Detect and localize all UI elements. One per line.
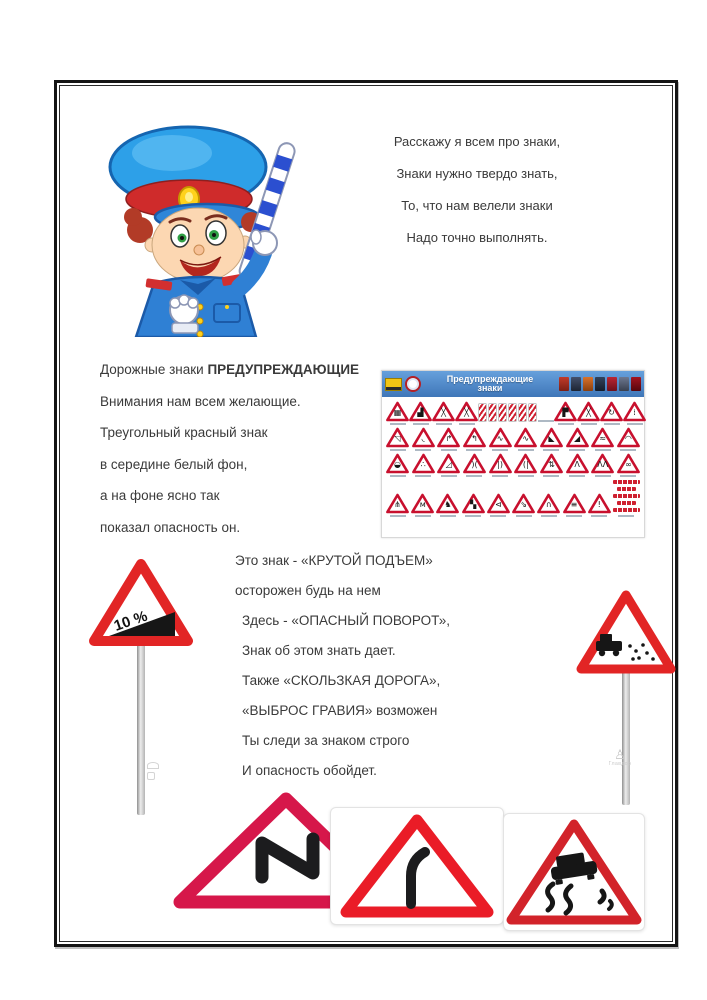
poster-sign-turn-arrows bbox=[613, 479, 640, 517]
poster-sign-single-track: ╳ bbox=[432, 401, 455, 425]
gravel-sign-pole bbox=[622, 669, 630, 805]
poster-sign-crossroads: ╳ bbox=[577, 401, 600, 425]
poster-sign-steep-ascent: ◢ bbox=[566, 427, 589, 451]
poster-sign-traffic-light: ⁞ bbox=[623, 401, 646, 425]
poster-emblem-icon bbox=[405, 376, 421, 392]
poster-sign-stripe-plates bbox=[478, 403, 554, 425]
poster-row bbox=[386, 427, 640, 451]
poster-sign-crosswind: ⊲ bbox=[487, 493, 510, 517]
warning-signs-poster bbox=[381, 370, 645, 538]
faint-watermark-right bbox=[602, 748, 638, 769]
poster-publisher-logo bbox=[385, 378, 402, 391]
poster-sign-roadworks: ⋔ bbox=[386, 493, 409, 517]
poster-row bbox=[386, 453, 640, 477]
stanza-line: «ВЫБРОС ГРАВИЯ» возможен bbox=[242, 703, 438, 718]
stanza-line: И опасность обойдет. bbox=[242, 763, 377, 778]
poem-line: То, что нам велели знаки bbox=[401, 198, 553, 213]
steep-ascent-sign bbox=[89, 557, 193, 647]
gravel-ejection-sign bbox=[576, 589, 676, 675]
poster-sign-other-danger: ! bbox=[588, 493, 611, 517]
poster-sign-drawbridge: ◹ bbox=[386, 427, 409, 451]
poem-line: Надо точно выполнять. bbox=[406, 230, 548, 245]
intro-line: в середине белый фон, bbox=[100, 456, 248, 472]
intro-line: показал опасность он. bbox=[100, 519, 241, 535]
poster-sign-cattle: м bbox=[411, 493, 434, 517]
poster-row bbox=[386, 479, 640, 517]
poster-row bbox=[386, 401, 640, 425]
poster-body bbox=[382, 397, 644, 521]
traffic-policeman-illustration bbox=[88, 113, 306, 337]
stanza-line: Ты следи за знаком строго bbox=[242, 733, 410, 748]
poster-sign-curve-left: ↰ bbox=[463, 427, 486, 451]
bold-keyword: ПРЕДУПРЕЖДАЮЩИЕ bbox=[207, 362, 360, 377]
poster-sign-tram: ▛ bbox=[554, 401, 577, 425]
poster-sign-children: ɅɅ bbox=[591, 453, 614, 477]
poster-sign-double-curve-left: ∿ bbox=[514, 427, 537, 451]
document-page bbox=[54, 80, 678, 947]
faint-watermark-left bbox=[147, 759, 159, 783]
intro-line: Дорожные знаки ПРЕДУПРЕЖДАЮЩИЕ bbox=[100, 362, 360, 377]
watermark-text: Главдор bbox=[608, 761, 632, 767]
curve-right-sign-panel bbox=[330, 807, 504, 925]
poster-sign-wild-animals: ♞ bbox=[436, 493, 459, 517]
poster-sign-railway-no-barrier: ▟ bbox=[409, 401, 432, 425]
poster-sign-narrow-left: (| bbox=[514, 453, 537, 477]
poster-sign-pedestrian: Ʌ bbox=[566, 453, 589, 477]
intro-line: Треугольный красный знак bbox=[100, 425, 268, 440]
poster-sign-gravel: ∴ bbox=[412, 453, 435, 477]
poster-sign-roundabout: ↻ bbox=[600, 401, 623, 425]
poster-sign-embankment: ◟ bbox=[412, 427, 435, 451]
poster-sign-tunnel: ∩ bbox=[537, 493, 560, 517]
curve-right-sign bbox=[331, 808, 503, 924]
poster-sign-low-aircraft: ⇘ bbox=[512, 493, 535, 517]
poster-sign-speed-bump: ◒ bbox=[386, 453, 409, 477]
signs-stanza bbox=[235, 554, 535, 794]
poster-sign-cyclist: ∞ bbox=[617, 453, 640, 477]
poster-header-thumbnails bbox=[559, 377, 641, 391]
poster-sign-multi-track: ╳ bbox=[455, 401, 478, 425]
poster-header bbox=[382, 371, 644, 397]
poem-line: Расскажу я всем про знаки, bbox=[393, 134, 561, 149]
stanza-line: Также «СКОЛЬЗКАЯ ДОРОГА», bbox=[242, 673, 441, 688]
stanza-line: Это знак - «КРУТОЙ ПОДЪЕМ» bbox=[235, 553, 433, 568]
poster-title: Предупреждающие знаки bbox=[446, 374, 534, 393]
poem-line: Знаки нужно твердо знать, bbox=[396, 166, 558, 181]
poster-sign-narrow-right: |) bbox=[489, 453, 512, 477]
poster-sign-two-way: ⇅ bbox=[540, 453, 563, 477]
intro-line: а на фоне ясно так bbox=[100, 488, 220, 503]
watermark-figure-icon: ♙ bbox=[614, 748, 626, 763]
poster-sign-slippery: ≈ bbox=[591, 427, 614, 451]
stanza-line: осторожен будь на нем bbox=[235, 583, 381, 598]
warning-signs-intro bbox=[100, 363, 400, 552]
stanza-line: Здесь - «ОПАСНЫЙ ПОВОРОТ», bbox=[242, 613, 451, 628]
steep-ascent-sign-pole bbox=[137, 639, 145, 815]
slippery-road-sign-panel bbox=[503, 813, 645, 931]
poster-sign-narrow-both: )( bbox=[463, 453, 486, 477]
poem-block bbox=[351, 135, 603, 263]
intro-line: Внимания нам всем желающие. bbox=[100, 393, 301, 409]
poster-sign-double-curve-right: ∿ bbox=[489, 427, 512, 451]
steep-ascent-label: 10 % bbox=[111, 607, 150, 635]
poster-sign-steep-descent: ◣ bbox=[540, 427, 563, 451]
poster-sign-dangerous-shoulder: ◿ bbox=[437, 453, 460, 477]
poster-sign-rough-road: ◠ bbox=[617, 427, 640, 451]
poster-sign-curve-right: ↱ bbox=[437, 427, 460, 451]
slippery-road-sign bbox=[504, 814, 644, 930]
stanza-line: Знак об этом знать дает. bbox=[242, 643, 396, 658]
poster-sign-congestion: ≡ bbox=[563, 493, 586, 517]
poster-sign-falling-rocks: ▚ bbox=[462, 493, 485, 517]
poster-sign-railway-barrier: ▦ bbox=[386, 401, 409, 425]
